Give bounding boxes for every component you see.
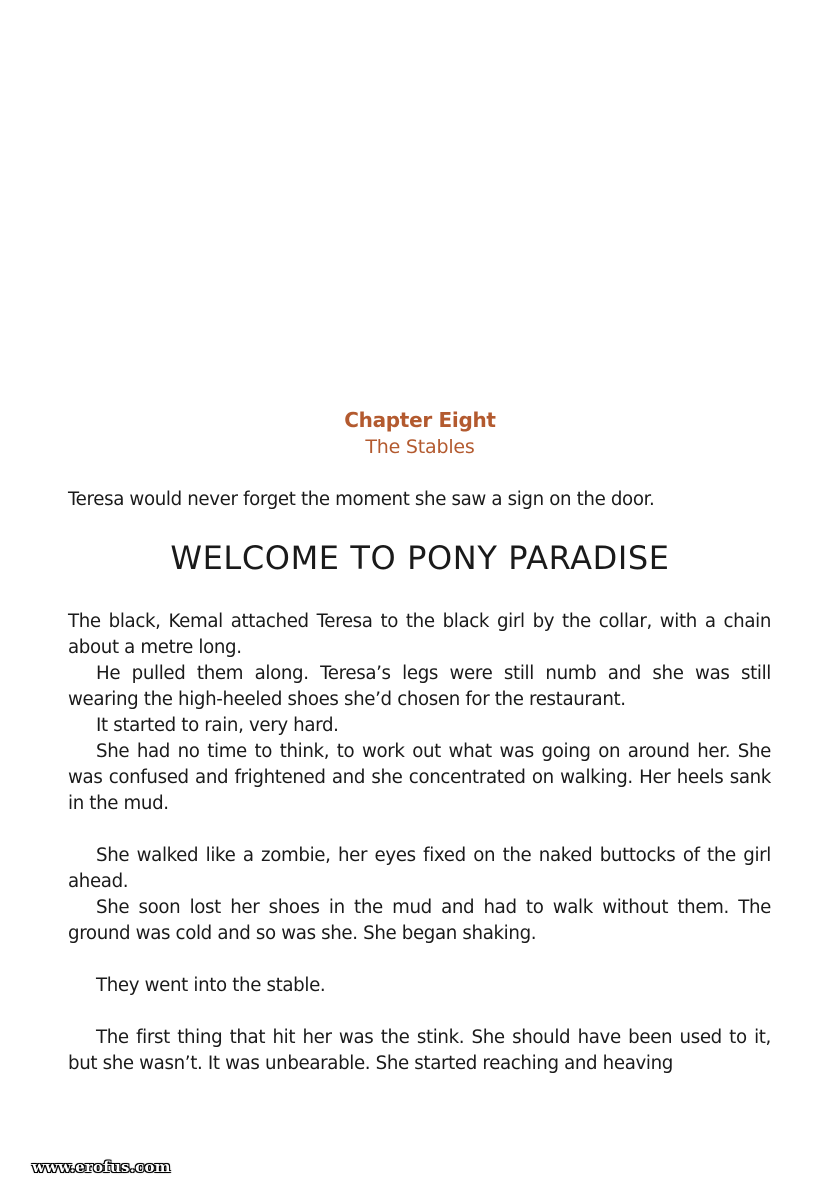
paragraph: She walked like a zombie, her eyes fixed on the naked buttocks of the girl ahead. <box>68 845 771 892</box>
paragraph: She soon lost her shoes in the mud and had to walk without them. The ground was cold and so was she. She began shaking. <box>68 897 771 944</box>
paragraph: He pulled them along. Teresa’s legs were still numb and she was still wearing the high-heeled shoes she’d chosen for the restaurant. <box>68 663 771 710</box>
paragraph: The black, Kemal attached Teresa to the black girl by the collar, with a chain about a metre long. <box>68 611 771 658</box>
body-text <box>68 609 771 1077</box>
chapter-heading <box>0 406 840 460</box>
paragraph: It started to rain, very hard. <box>96 715 339 736</box>
intro-paragraph: Teresa would never forget the moment she saw a sign on the door. <box>68 489 655 510</box>
paragraph: The first thing that hit her was the stink. She should have been used to it, but she wasn’t. It was unbearable. She started reaching and heaving <box>68 1027 771 1074</box>
chapter-title: Chapter Eight <box>344 408 496 432</box>
chapter-subtitle: The Stables <box>365 436 475 458</box>
sign-text: WELCOME TO PONY PARADISE <box>170 539 670 577</box>
paragraph: She had no time to think, to work out what was going on around her. She was confused and frightened and she concentrated on walking. Her heels sank in the mud. <box>68 741 771 814</box>
watermark: www.erofus.com <box>32 1158 171 1176</box>
paragraph: They went into the stable. <box>96 975 326 996</box>
